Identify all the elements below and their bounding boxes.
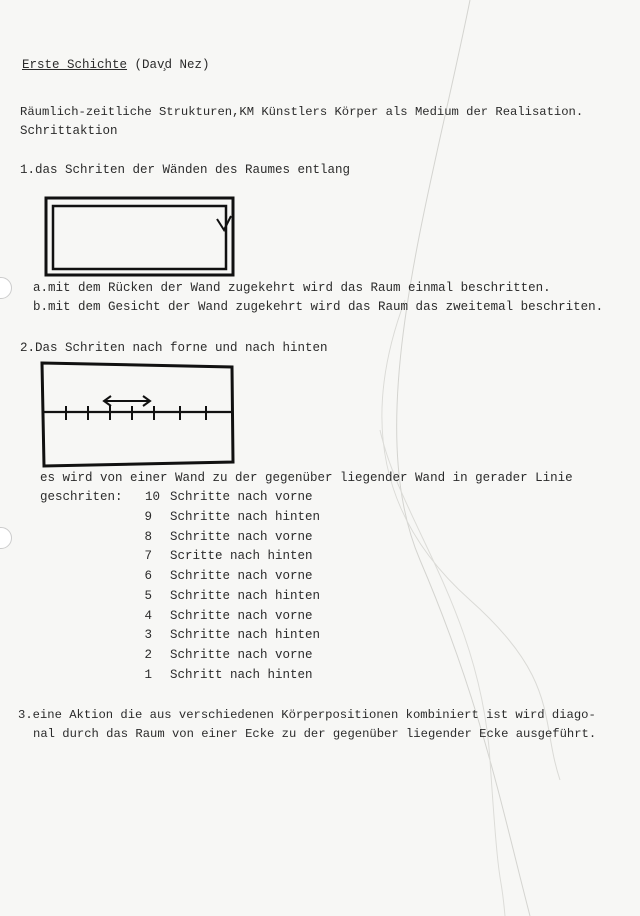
step-text: Scritte nach hinten	[170, 549, 313, 563]
double-arrow-icon	[104, 396, 150, 406]
title-author: (Dav̧d Nez)	[127, 58, 210, 72]
step-count: 7	[144, 549, 152, 563]
section3-line1: 3.eine Aktion die aus verschiedenen Körperpositionen kombiniert ist wird diago-	[18, 708, 596, 722]
step-text: Schritt nach hinten	[170, 668, 313, 682]
step-count: 10	[144, 490, 160, 504]
step-text: Schritte nach vorne	[170, 648, 313, 662]
subtitle-2: Schrittaktion	[20, 124, 118, 138]
step-text: Schritte nach hinten	[170, 628, 321, 642]
title-underlined: Erste Schichte	[22, 58, 128, 72]
step-count: 9	[144, 510, 152, 524]
section2-heading: 2.Das Schriten nach forne und nach hinten	[20, 341, 328, 355]
step-count: 8	[144, 530, 152, 544]
step-count: 2	[144, 648, 152, 662]
room-outline	[42, 363, 233, 466]
step-text: Schritte nach vorne	[170, 490, 313, 504]
section1-item-a: a.mit dem Rücken der Wand zugekehrt wird das Raum einmal beschritten.	[33, 281, 551, 295]
section1-heading: 1.das Schriten der Wänden des Raumes entlang	[20, 163, 351, 177]
step-text: Schritte nach hinten	[170, 510, 321, 524]
step-count: 1	[144, 668, 152, 682]
step-text: Schritte nach vorne	[170, 530, 313, 544]
section3-line2: nal durch das Raum von einer Ecke zu der gegenüber liegender Ecke ausgeführt.	[33, 727, 597, 741]
step-count: 5	[144, 589, 152, 603]
step-count: 6	[144, 569, 152, 583]
section2-intro-2: geschriten:	[40, 490, 123, 504]
step-count: 4	[144, 609, 152, 623]
step-count: 3	[144, 628, 152, 642]
section1-item-b: b.mit dem Gesicht der Wand zugekehrt wird das Raum das zweitemal beschriten.	[33, 300, 604, 314]
subtitle: Räumlich-zeitliche Strukturen,KM Künstlers Körper als Medium der Realisation.	[20, 105, 584, 119]
step-text: Schritte nach vorne	[170, 569, 313, 583]
step-text: Schritte nach vorne	[170, 609, 313, 623]
section2-intro: es wird von einer Wand zu der gegenüber liegender Wand in gerader Linie	[40, 471, 573, 485]
step-text: Schritte nach hinten	[170, 589, 321, 603]
